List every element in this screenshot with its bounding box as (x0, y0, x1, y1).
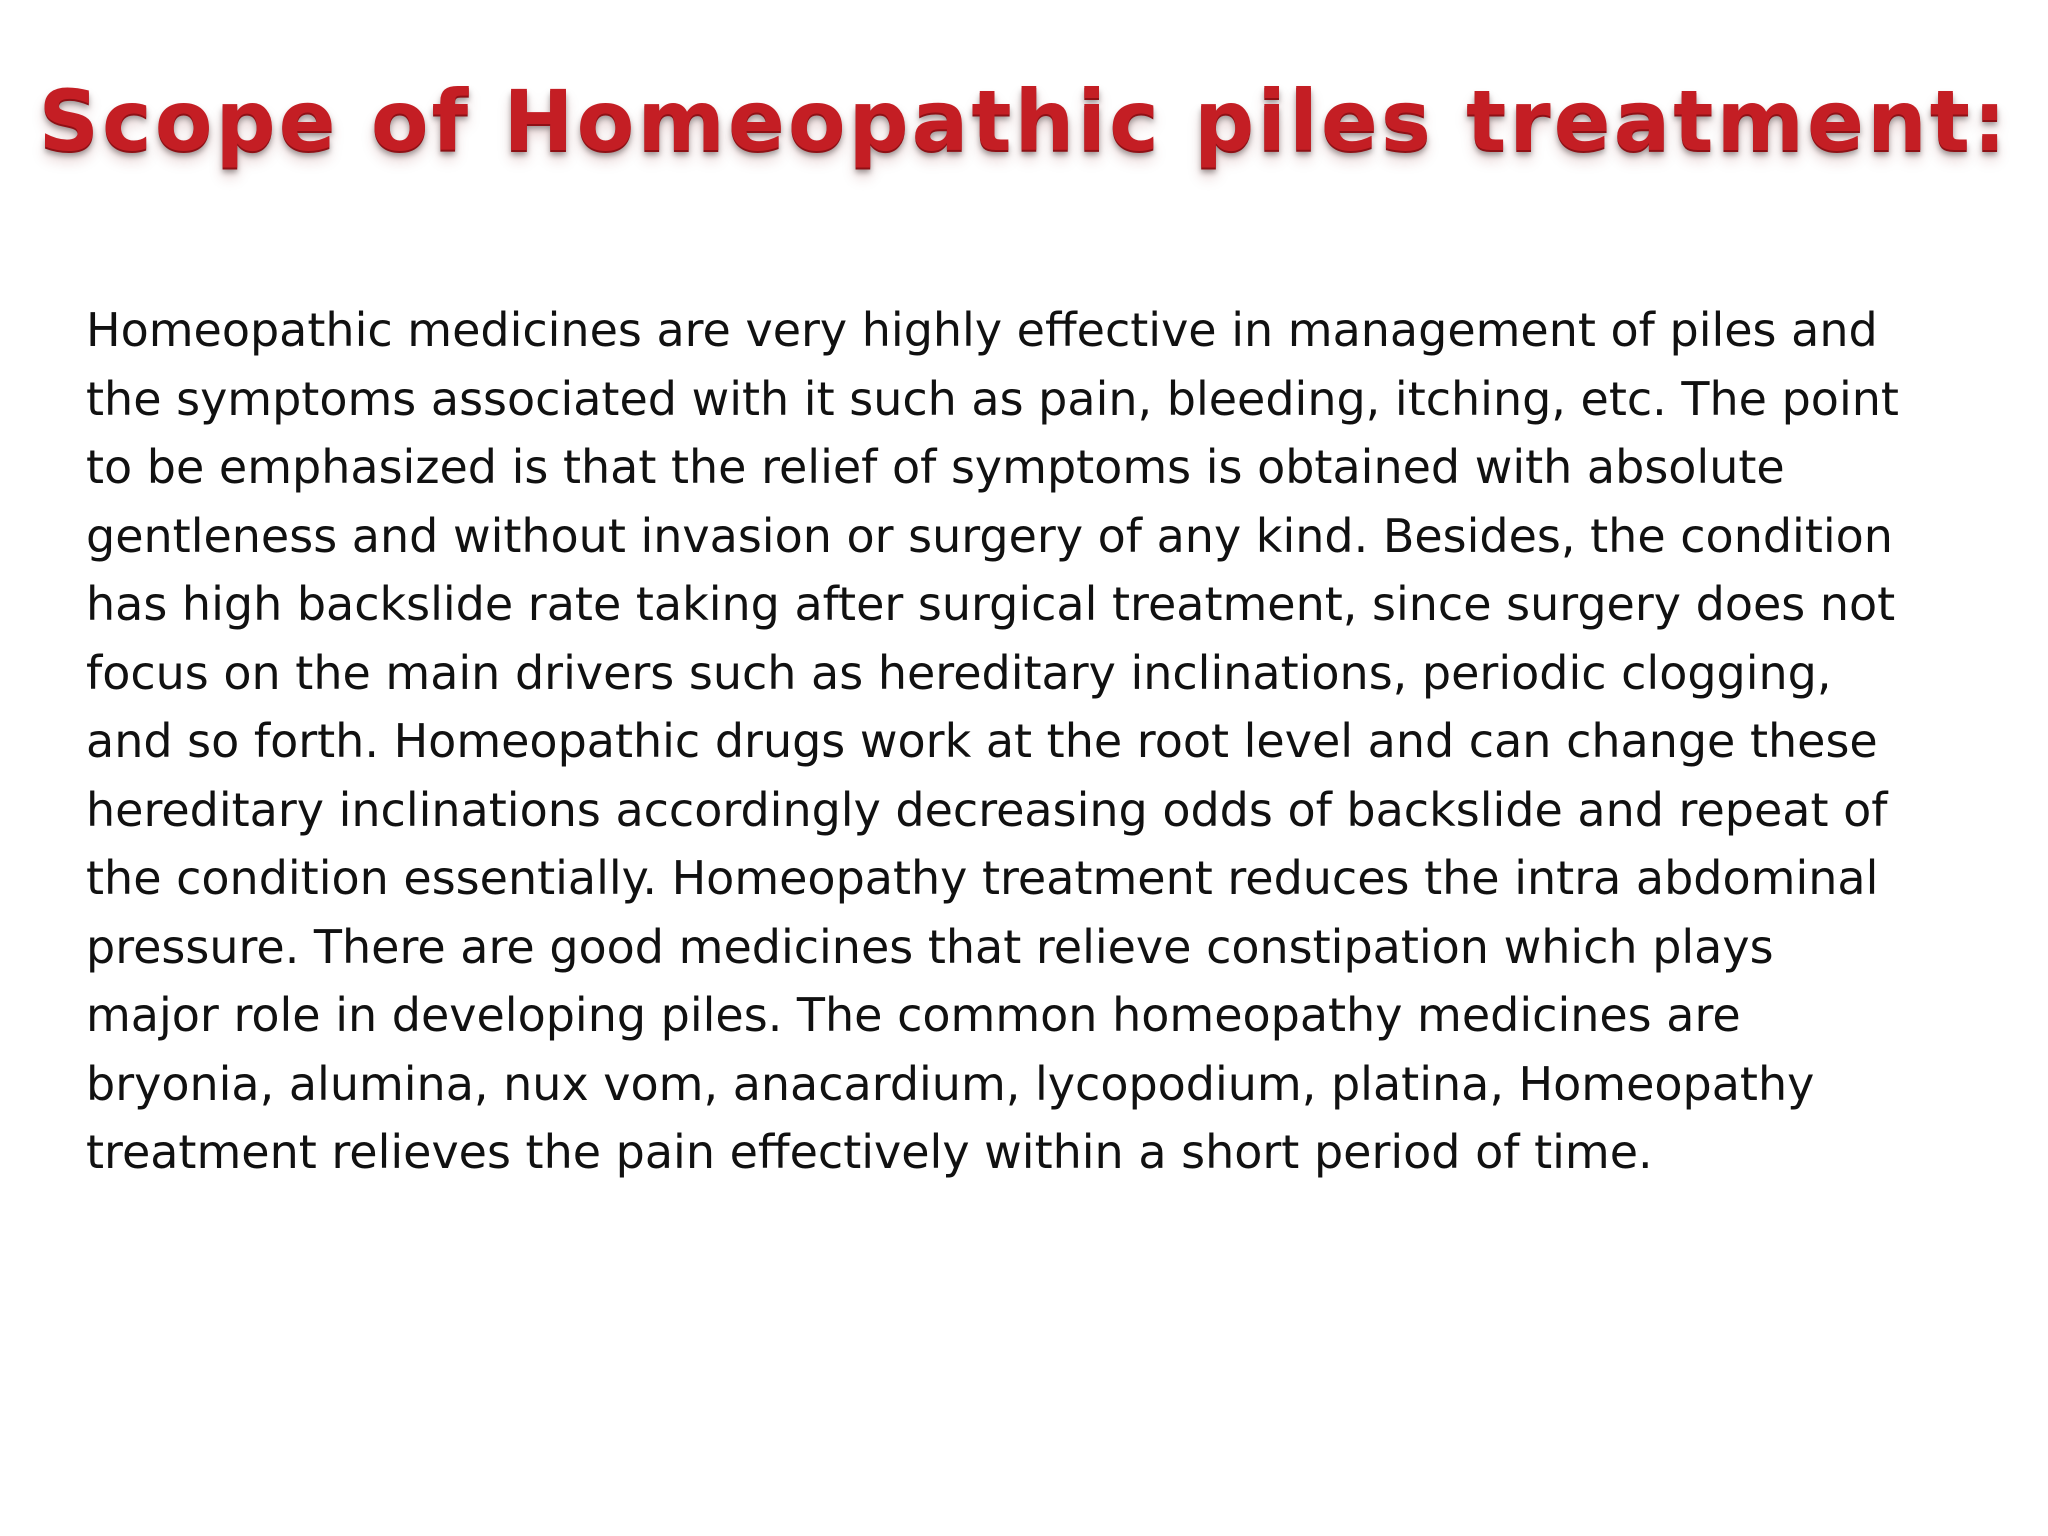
body-line: bryonia, alumina, nux vom, anacardium, lycopodium, platina, Homeopathy (86, 1056, 1815, 1111)
body-line: focus on the main drivers such as hereditary inclinations, periodic clogging, (86, 645, 1832, 700)
body-line: pressure. There are good medicines that relieve constipation which plays (86, 919, 1774, 974)
body-line: hereditary inclinations accordingly decreasing odds of backslide and repeat of (86, 782, 1888, 837)
body-line: to be emphasized is that the relief of symptoms is obtained with absolute (86, 440, 1785, 494)
body-line: major role in developing piles. The common homeopathy medicines are (86, 988, 1741, 1042)
body-line: and so forth. Homeopathic drugs work at the root level and can change these (86, 714, 1878, 768)
body-line: the symptoms associated with it such as pain, bleeding, itching, etc. The point (86, 371, 1899, 426)
slide-body (86, 296, 1986, 1187)
body-line: treatment relieves the pain effectively within a short period of time. (86, 1125, 1653, 1179)
body-line: has high backslide rate taking after surgical treatment, since surgery does not (86, 577, 1896, 631)
body-line: gentleness and without invasion or surgery of any kind. Besides, the condition (86, 508, 1893, 563)
body-line: Homeopathic medicines are very highly effective in management of piles and (86, 303, 1878, 357)
slide-title: Scope of Homeopathic piles treatment: (38, 72, 2010, 170)
body-line: the condition essentially. Homeopathy treatment reduces the intra abdominal (86, 851, 1879, 905)
